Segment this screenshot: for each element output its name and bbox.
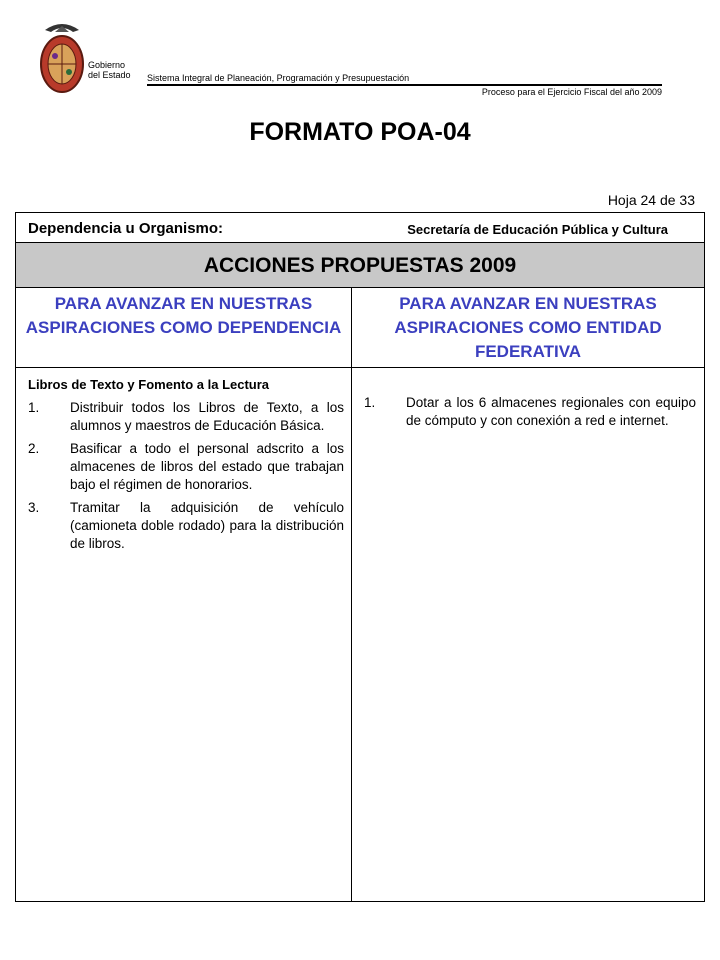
dependencia-row [16,213,704,243]
dependencia-value: Secretaría de Educación Pública y Cultura [407,222,668,237]
state-seal-logo [37,18,87,98]
item-text: Dotar a los 6 almacenes regionales con equipo de cómputo y con conexión a red e internet. [406,395,696,428]
list-item [364,394,696,430]
page-indicator: Hoja 24 de 33 [607,192,695,208]
item-number: 1. [364,395,376,410]
gobierno-line1: Gobierno [88,60,126,70]
item-text: Basificar a todo el personal adscrito a los almacenes de libros del estado que trabajan bajo el régimen de honorarios. [70,441,344,492]
form-table [15,212,705,902]
form-title: FORMATO POA-04 [249,118,471,146]
gobierno-del-estado-label [88,60,131,80]
right-column-header: PARA AVANZAR EN NUESTRAS ASPIRACIONES COMO ENTIDAD FEDERATIVA [352,288,704,368]
system-name: Sistema Integral de Planeación, Programación y Presupuestación [147,73,410,83]
left-column-header: PARA AVANZAR EN NUESTRAS ASPIRACIONES COMO DEPENDENCIA [16,288,352,368]
item-number: 2. [28,441,40,456]
right-column-body [352,368,704,901]
list-item [28,399,344,435]
dependencia-label: Dependencia u Organismo: [28,220,224,237]
process-label: Proceso para el Ejercicio Fiscal del año 2009 [481,87,662,97]
item-number: 1. [28,400,40,415]
header-divider [147,84,662,86]
gobierno-line2: del Estado [88,70,131,80]
section-title: Libros de Texto y Fomento a la Lectura [28,377,270,392]
left-column-body [16,368,352,901]
list-item [28,440,344,494]
item-text: Distribuir todos los Libros de Texto, a los alumnos y maestros de Educación Básica. [70,400,344,433]
acciones-title: ACCIONES PROPUESTAS 2009 [16,243,704,288]
list-item [28,499,344,553]
item-text: Tramitar la adquisición de vehículo (camioneta doble rodado) para la distribución de libros. [70,500,344,551]
item-number: 3. [28,500,40,515]
